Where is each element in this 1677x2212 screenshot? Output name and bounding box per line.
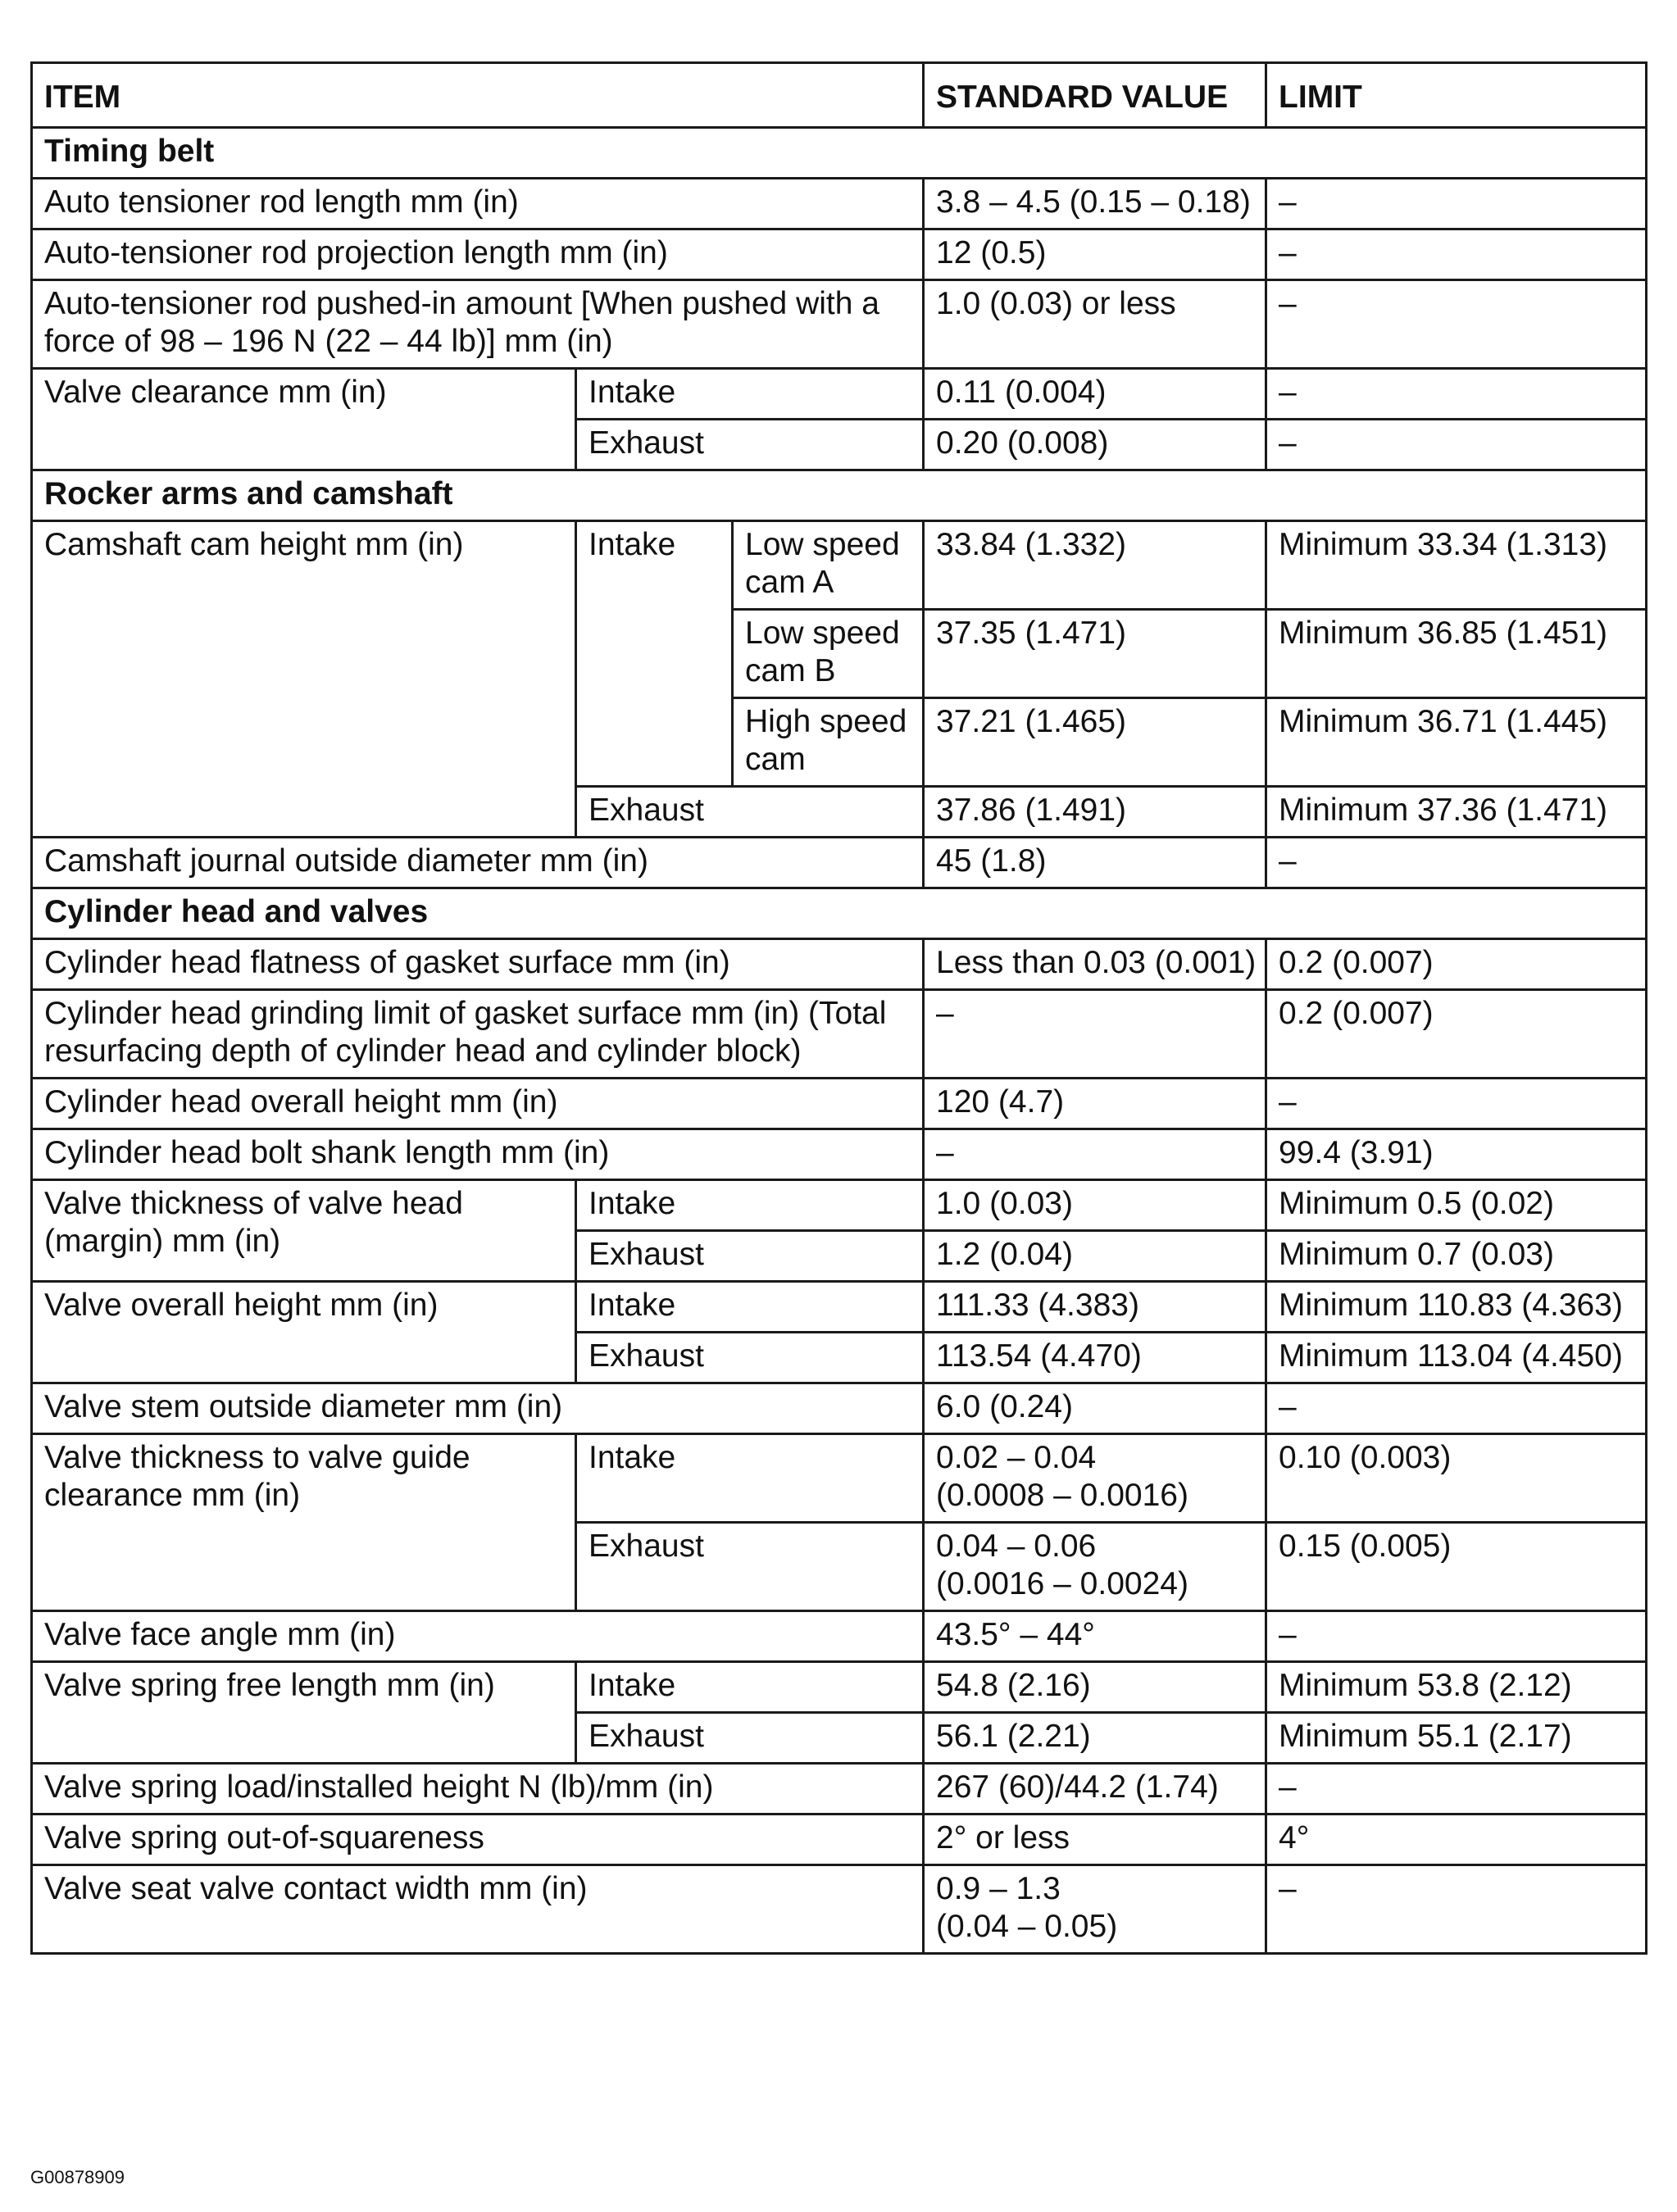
item-cell: Valve thickness of valve head (margin) mm (in) [32,1180,576,1282]
sub-item-cell: Intake [576,369,924,420]
cam-cell: Low speed cam B [733,610,924,698]
limit-cell: Minimum 37.36 (1.471) [1266,787,1647,838]
standard-cell: 0.04 – 0.06 (0.0016 – 0.0024) [924,1523,1266,1611]
table-row [32,229,1647,280]
item-cell: Cylinder head overall height mm (in) [32,1079,924,1129]
standard-cell: 0.02 – 0.04 (0.0008 – 0.0016) [924,1434,1266,1523]
table-row [32,1383,1647,1434]
sub-item-cell: Exhaust [576,1713,924,1764]
table-row [32,939,1647,990]
item-cell: Auto-tensioner rod projection length mm (in) [32,229,924,280]
limit-cell: – [1266,420,1647,470]
standard-cell: 0.11 (0.004) [924,369,1266,420]
standard-cell: 0.20 (0.008) [924,420,1266,470]
item-cell: Valve face angle mm (in) [32,1611,924,1662]
standard-cell: 111.33 (4.383) [924,1282,1266,1333]
limit-cell: 0.10 (0.003) [1266,1434,1647,1523]
section-cylinder-head: Cylinder head and valves [32,888,1647,939]
table-row [32,369,1647,420]
sub-item-cell: Intake [576,1282,924,1333]
standard-cell: 2° or less [924,1815,1266,1865]
standard-cell: 56.1 (2.21) [924,1713,1266,1764]
limit-cell: – [1266,1764,1647,1815]
standard-cell: 54.8 (2.16) [924,1662,1266,1713]
table-row [32,1611,1647,1662]
table-row [32,521,1647,610]
limit-cell: Minimum 55.1 (2.17) [1266,1713,1647,1764]
standard-cell: 3.8 – 4.5 (0.15 – 0.18) [924,179,1266,229]
table-row [32,1129,1647,1180]
item-cell: Camshaft cam height mm (in) [32,521,576,838]
item-cell: Valve overall height mm (in) [32,1282,576,1383]
item-cell: Valve seat valve contact width mm (in) [32,1865,924,1954]
table-row [32,838,1647,888]
header-limit: LIMIT [1266,63,1647,128]
standard-cell: – [924,1129,1266,1180]
table-row [32,280,1647,369]
standard-cell: 45 (1.8) [924,838,1266,888]
limit-cell: – [1266,1079,1647,1129]
table-row [32,1865,1647,1954]
standard-cell: Less than 0.03 (0.001) [924,939,1266,990]
limit-cell: – [1266,369,1647,420]
limit-cell: Minimum 33.34 (1.313) [1266,521,1647,610]
standard-cell: 43.5° – 44° [924,1611,1266,1662]
table-row [32,1764,1647,1815]
standard-cell: 0.9 – 1.3 (0.04 – 0.05) [924,1865,1266,1954]
section-row [32,128,1647,179]
sub-item-cell: Intake [576,521,733,787]
standard-cell: 37.86 (1.491) [924,787,1266,838]
sub-item-cell: Intake [576,1434,924,1523]
spec-table [30,61,1647,1955]
sub-item-cell: Exhaust [576,1523,924,1611]
item-cell: Valve stem outside diameter mm (in) [32,1383,924,1434]
table-row [32,990,1647,1079]
item-cell: Valve spring free length mm (in) [32,1662,576,1764]
standard-cell: 6.0 (0.24) [924,1383,1266,1434]
section-row [32,470,1647,521]
sub-item-cell: Exhaust [576,787,924,838]
standard-cell: 113.54 (4.470) [924,1333,1266,1383]
cam-cell: Low speed cam A [733,521,924,610]
item-cell: Valve spring out-of-squareness [32,1815,924,1865]
limit-cell: – [1266,1383,1647,1434]
limit-cell: Minimum 110.83 (4.363) [1266,1282,1647,1333]
item-cell: Valve thickness to valve guide clearance mm (in) [32,1434,576,1611]
item-cell: Valve spring load/installed height N (lb)/mm (in) [32,1764,924,1815]
header-row [32,63,1647,128]
item-cell: Cylinder head grinding limit of gasket surface mm (in) (Total resurfacing depth of cylinder head and cylinder block) [32,990,924,1079]
figure-id: G00878909 [30,2167,125,2187]
standard-cell: 1.2 (0.04) [924,1231,1266,1282]
sub-item-cell: Exhaust [576,420,924,470]
limit-cell: – [1266,1865,1647,1954]
sub-item-cell: Intake [576,1180,924,1231]
limit-cell: – [1266,229,1647,280]
table-row [32,179,1647,229]
item-cell: Cylinder head bolt shank length mm (in) [32,1129,924,1180]
limit-cell: – [1266,1611,1647,1662]
standard-cell: 267 (60)/44.2 (1.74) [924,1764,1266,1815]
standard-cell: 33.84 (1.332) [924,521,1266,610]
standard-cell: 37.35 (1.471) [924,610,1266,698]
limit-cell: 99.4 (3.91) [1266,1129,1647,1180]
cam-cell: High speed cam [733,698,924,787]
limit-cell: Minimum 0.7 (0.03) [1266,1231,1647,1282]
table-row [32,1180,1647,1231]
limit-cell: Minimum 53.8 (2.12) [1266,1662,1647,1713]
sub-item-cell: Exhaust [576,1231,924,1282]
sub-item-cell: Exhaust [576,1333,924,1383]
limit-cell: – [1266,280,1647,369]
limit-cell: 4° [1266,1815,1647,1865]
standard-cell: 120 (4.7) [924,1079,1266,1129]
standard-cell: 1.0 (0.03) or less [924,280,1266,369]
section-row [32,888,1647,939]
limit-cell: – [1266,838,1647,888]
section-rocker-arms: Rocker arms and camshaft [32,470,1647,521]
item-cell: Valve clearance mm (in) [32,369,576,470]
limit-cell: 0.2 (0.007) [1266,990,1647,1079]
table-row [32,1282,1647,1333]
limit-cell: Minimum 36.71 (1.445) [1266,698,1647,787]
item-cell: Auto-tensioner rod pushed-in amount [When pushed with a force of 98 – 196 N (22 – 44 lb)] mm (in) [32,280,924,369]
table-row [32,1079,1647,1129]
standard-cell: 1.0 (0.03) [924,1180,1266,1231]
limit-cell: Minimum 36.85 (1.451) [1266,610,1647,698]
table-row [32,1434,1647,1523]
limit-cell: 0.15 (0.005) [1266,1523,1647,1611]
limit-cell: – [1266,179,1647,229]
section-timing-belt: Timing belt [32,128,1647,179]
standard-cell: – [924,990,1266,1079]
header-item: ITEM [32,63,924,128]
item-cell: Camshaft journal outside diameter mm (in) [32,838,924,888]
standard-cell: 12 (0.5) [924,229,1266,280]
item-cell: Auto tensioner rod length mm (in) [32,179,924,229]
table-row [32,1662,1647,1713]
table-row [32,1815,1647,1865]
limit-cell: Minimum 113.04 (4.450) [1266,1333,1647,1383]
header-standard-value: STANDARD VALUE [924,63,1266,128]
limit-cell: Minimum 0.5 (0.02) [1266,1180,1647,1231]
item-cell: Cylinder head flatness of gasket surface mm (in) [32,939,924,990]
sub-item-cell: Intake [576,1662,924,1713]
limit-cell: 0.2 (0.007) [1266,939,1647,990]
standard-cell: 37.21 (1.465) [924,698,1266,787]
